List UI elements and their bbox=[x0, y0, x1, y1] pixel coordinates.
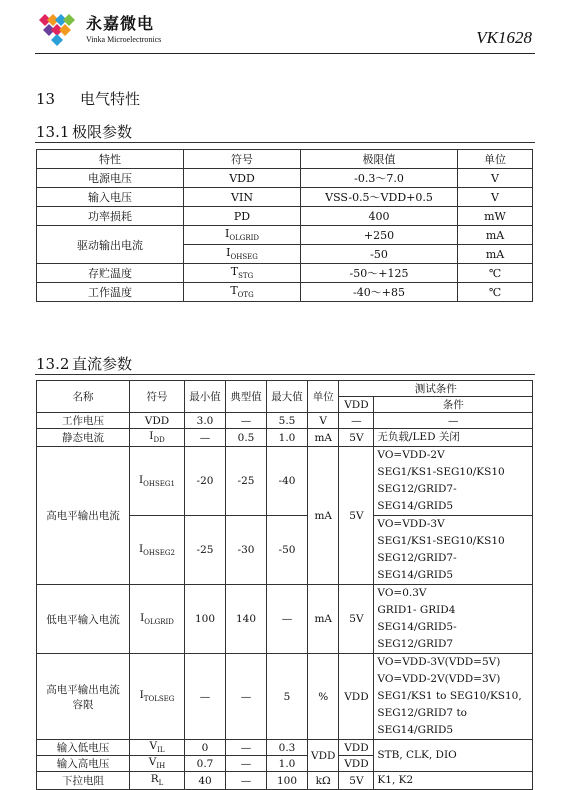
section-title: 电气特性 bbox=[80, 90, 141, 108]
symbol: I bbox=[149, 430, 154, 443]
cell: 输入低电压 bbox=[37, 740, 130, 756]
subsection-rule bbox=[35, 142, 535, 143]
symbol: I bbox=[225, 227, 230, 241]
cell: mW bbox=[458, 207, 533, 226]
cell bbox=[374, 516, 533, 585]
cell: 400 bbox=[301, 207, 458, 226]
cell: 5V bbox=[339, 772, 374, 790]
table-row bbox=[37, 740, 533, 756]
cell: -50 bbox=[267, 516, 308, 585]
cell bbox=[37, 654, 130, 740]
symbol: I bbox=[140, 611, 145, 624]
cell: — bbox=[226, 654, 267, 740]
cell: 电源电压 bbox=[37, 169, 184, 188]
cell: — bbox=[374, 413, 533, 429]
symbol: V bbox=[148, 756, 157, 769]
cell: 存贮温度 bbox=[37, 264, 184, 283]
cell bbox=[184, 264, 301, 283]
cell bbox=[130, 772, 185, 790]
symbol: T bbox=[230, 284, 238, 298]
cell: 140 bbox=[226, 585, 267, 654]
cell: PD bbox=[184, 207, 301, 226]
condition-line: SEG1/KS1-SEG10/KS10 bbox=[377, 535, 505, 547]
cell: 100 bbox=[267, 772, 308, 790]
symbol-subscript: OHSEG bbox=[230, 253, 258, 262]
cell: — bbox=[267, 585, 308, 654]
col-header: 极限值 bbox=[301, 150, 458, 169]
table-row bbox=[37, 188, 533, 207]
cell: kΩ bbox=[308, 772, 339, 790]
cell: -25 bbox=[226, 447, 267, 516]
col-header: 单位 bbox=[308, 381, 339, 413]
condition-line: SEG12/GRID7-SEG14/GRID5 bbox=[377, 552, 457, 581]
symbol: R bbox=[150, 773, 159, 786]
col-header: 典型值 bbox=[226, 381, 267, 413]
cell bbox=[130, 654, 185, 740]
col-header: VDD bbox=[339, 397, 374, 413]
condition-line: GRID1- GRID4 bbox=[377, 604, 456, 616]
cell: mA bbox=[308, 447, 339, 585]
cell: mA bbox=[458, 245, 533, 264]
condition-line: VO=VDD-2V(VDD=3V) bbox=[377, 673, 501, 685]
brand-name-cn: 永嘉微电 bbox=[86, 14, 155, 33]
cell: 下拉电阻 bbox=[37, 772, 130, 790]
condition-line: SEG12/GRID7-SEG14/GRID5 bbox=[377, 483, 457, 512]
cell: 1.0 bbox=[267, 756, 308, 772]
table-row bbox=[37, 169, 533, 188]
symbol: I bbox=[226, 246, 231, 260]
cell: — bbox=[339, 413, 374, 429]
cell: V bbox=[308, 413, 339, 429]
dc-parameters-table bbox=[36, 380, 533, 790]
condition-line: VO=VDD-3V(VDD=5V) bbox=[377, 656, 501, 668]
condition-line: SEG1/KS1-SEG10/KS10 bbox=[377, 466, 505, 478]
subsection-number: 13.1 bbox=[36, 123, 70, 141]
cell: VDD bbox=[339, 756, 374, 772]
cell: VSS-0.5～VDD+0.5 bbox=[301, 188, 458, 207]
cell: — bbox=[226, 756, 267, 772]
symbol-subscript: STG bbox=[238, 272, 254, 281]
cell: 5V bbox=[339, 447, 374, 585]
subsection-heading-limits bbox=[36, 121, 132, 142]
symbol-subscript: OTG bbox=[237, 291, 254, 300]
cell: — bbox=[226, 740, 267, 756]
condition-line: SEG14/GRID5-SEG12/GRID7 bbox=[377, 621, 457, 650]
cell: mA bbox=[458, 226, 533, 245]
cell: VDD bbox=[339, 740, 374, 756]
table-row bbox=[37, 585, 533, 654]
cell: 0.7 bbox=[185, 756, 226, 772]
subsection-number: 13.2 bbox=[36, 355, 70, 373]
cell: 输入高电压 bbox=[37, 756, 130, 772]
table-row bbox=[37, 772, 533, 790]
col-header: 特性 bbox=[37, 150, 184, 169]
subsection-rule bbox=[35, 374, 535, 375]
cell: 驱动输出电流 bbox=[37, 226, 184, 264]
cell bbox=[130, 740, 185, 756]
cell: K1, K2 bbox=[374, 772, 533, 790]
col-header: 符号 bbox=[184, 150, 301, 169]
cell bbox=[374, 447, 533, 516]
cell: -40～+85 bbox=[301, 283, 458, 302]
symbol: I bbox=[139, 542, 144, 555]
condition-line: SEG1/KS1 to SEG10/KS10, bbox=[377, 690, 522, 702]
cell: 3.0 bbox=[185, 413, 226, 429]
col-header: 最小值 bbox=[185, 381, 226, 413]
col-header: 单位 bbox=[458, 150, 533, 169]
section-heading bbox=[36, 88, 140, 109]
cell: 5V bbox=[339, 429, 374, 447]
cell: — bbox=[185, 654, 226, 740]
condition-line: VO=VDD-2V bbox=[377, 449, 445, 461]
table-row bbox=[37, 447, 533, 516]
cell: 工作电压 bbox=[37, 413, 130, 429]
cell bbox=[130, 516, 185, 585]
cell: 0 bbox=[185, 740, 226, 756]
subsection-title: 直流参数 bbox=[72, 355, 133, 373]
col-header: 最大值 bbox=[267, 381, 308, 413]
cell: 5V bbox=[339, 585, 374, 654]
page-header bbox=[0, 0, 570, 56]
col-header: 测试条件 bbox=[339, 381, 533, 397]
symbol-subscript: DD bbox=[153, 436, 165, 445]
table-row bbox=[37, 207, 533, 226]
cell: 无负载/LED 关闭 bbox=[374, 429, 533, 447]
cell: -40 bbox=[267, 447, 308, 516]
cell: 0.3 bbox=[267, 740, 308, 756]
table-header-row bbox=[37, 150, 533, 169]
cell: 40 bbox=[185, 772, 226, 790]
cell bbox=[130, 447, 185, 516]
cell: -20 bbox=[185, 447, 226, 516]
header-rule bbox=[35, 53, 535, 54]
cell bbox=[374, 654, 533, 740]
cell: — bbox=[185, 429, 226, 447]
cell: V bbox=[458, 169, 533, 188]
cell: mA bbox=[308, 429, 339, 447]
table-row bbox=[37, 226, 533, 245]
col-header: 条件 bbox=[374, 397, 533, 413]
cell bbox=[184, 283, 301, 302]
symbol-subscript: L bbox=[158, 779, 164, 788]
symbol-subscript: OLGRID bbox=[144, 618, 174, 627]
cell: 输入电压 bbox=[37, 188, 184, 207]
cell: +250 bbox=[301, 226, 458, 245]
cell: VDD bbox=[184, 169, 301, 188]
model-number: VK1628 bbox=[476, 28, 532, 47]
subsection-heading-dc bbox=[36, 353, 132, 374]
name-line: 容限 bbox=[72, 698, 94, 711]
symbol-subscript: TOLSEG bbox=[143, 695, 175, 704]
cell: VDD bbox=[130, 413, 185, 429]
table-header-row bbox=[37, 381, 533, 397]
cell: VDD bbox=[308, 740, 339, 772]
condition-line: SEG12/GRID7 to SEG14/GRID5 bbox=[377, 707, 467, 736]
cell: 100 bbox=[185, 585, 226, 654]
cell bbox=[184, 245, 301, 264]
col-header: 名称 bbox=[37, 381, 130, 413]
cell: ℃ bbox=[458, 283, 533, 302]
symbol-subscript: OHSEG2 bbox=[143, 549, 175, 558]
cell: 功率损耗 bbox=[37, 207, 184, 226]
symbol-subscript: OLGRID bbox=[229, 234, 259, 243]
cell: -50 bbox=[301, 245, 458, 264]
symbol-subscript: IL bbox=[157, 746, 165, 755]
cell: 低电平输入电流 bbox=[37, 585, 130, 654]
cell bbox=[130, 585, 185, 654]
cell bbox=[184, 226, 301, 245]
table-row bbox=[37, 264, 533, 283]
cell: % bbox=[308, 654, 339, 740]
cell: V bbox=[458, 188, 533, 207]
table-row bbox=[37, 283, 533, 302]
cell: -30 bbox=[226, 516, 267, 585]
cell: — bbox=[226, 413, 267, 429]
symbol: I bbox=[139, 689, 144, 702]
cell bbox=[374, 585, 533, 654]
condition-line: VO=0.3V bbox=[377, 587, 427, 599]
col-header: 符号 bbox=[130, 381, 185, 413]
symbol: V bbox=[149, 740, 158, 753]
name-line: 高电平输出电流 bbox=[46, 683, 120, 696]
cell: -0.3～7.0 bbox=[301, 169, 458, 188]
vinka-logo-icon bbox=[37, 10, 81, 46]
cell: — bbox=[226, 772, 267, 790]
cell: 0.5 bbox=[226, 429, 267, 447]
cell: STB, CLK, DIO bbox=[374, 740, 533, 772]
cell: 5 bbox=[267, 654, 308, 740]
cell: 高电平输出电流 bbox=[37, 447, 130, 585]
cell: -25 bbox=[185, 516, 226, 585]
cell: VIN bbox=[184, 188, 301, 207]
cell: VDD bbox=[339, 654, 374, 740]
cell: ℃ bbox=[458, 264, 533, 283]
symbol-subscript: IH bbox=[156, 762, 166, 771]
cell: 静态电流 bbox=[37, 429, 130, 447]
cell: 工作温度 bbox=[37, 283, 184, 302]
cell: 5.5 bbox=[267, 413, 308, 429]
cell: 1.0 bbox=[267, 429, 308, 447]
symbol: I bbox=[139, 473, 144, 486]
cell: -50～+125 bbox=[301, 264, 458, 283]
symbol-subscript: OHSEG1 bbox=[143, 480, 175, 489]
table-row bbox=[37, 654, 533, 740]
condition-line: VO=VDD-3V bbox=[377, 518, 445, 530]
symbol: T bbox=[230, 265, 239, 279]
table-row bbox=[37, 413, 533, 429]
limits-table bbox=[36, 149, 533, 302]
cell bbox=[130, 756, 185, 772]
table-row bbox=[37, 429, 533, 447]
section-number: 13 bbox=[36, 90, 56, 108]
brand-name-en: Vinka Microelectronics bbox=[86, 35, 162, 44]
cell bbox=[130, 429, 185, 447]
subsection-title: 极限参数 bbox=[72, 123, 133, 141]
cell: mA bbox=[308, 585, 339, 654]
